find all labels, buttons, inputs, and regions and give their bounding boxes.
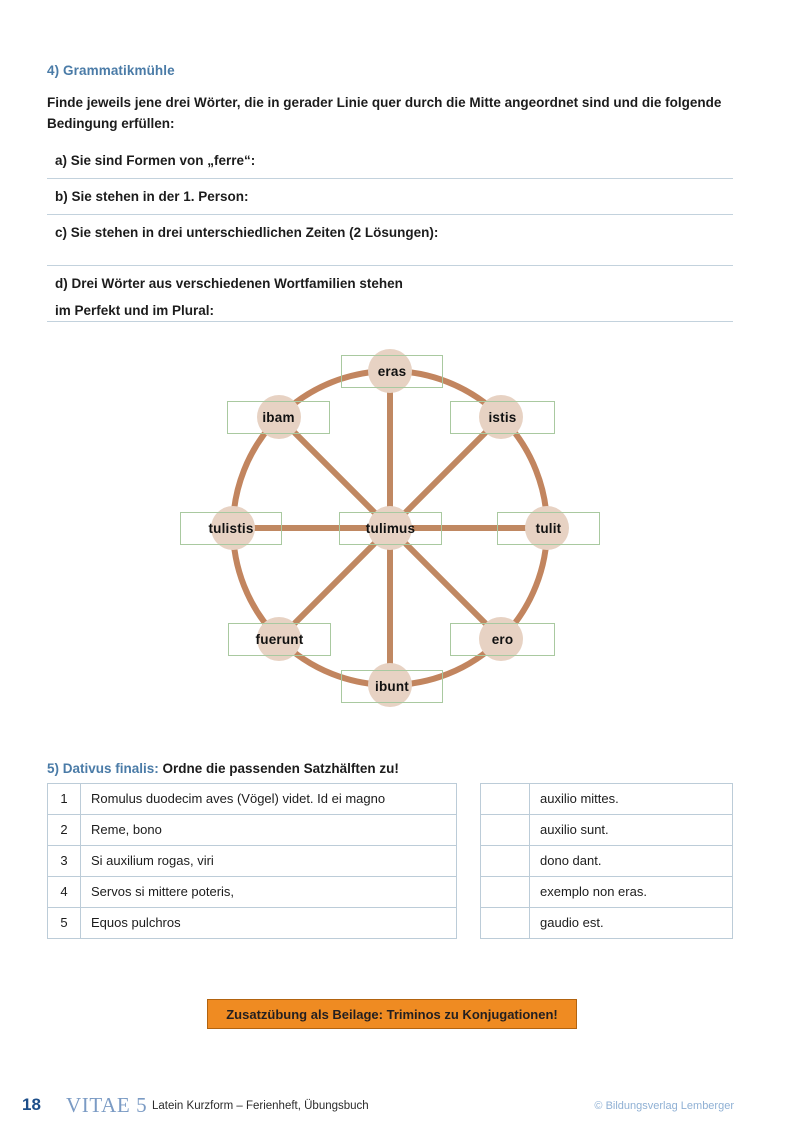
row-text: exemplo non eras. [530,877,733,908]
wheel-node-label-ero: ero [491,632,514,647]
exercise-4-heading: 4) Grammatikmühle [47,63,175,78]
footer-copyright: © Bildungsverlag Lemberger [594,1100,734,1112]
wheel-node-tulimus[interactable] [339,512,442,545]
answer-blank-cell[interactable] [481,877,530,908]
exercise-4-instructions: Finde jeweils jene drei Wörter, die in gerader Linie quer durch die Mitte angeordnet sind und die folgende Bedingung erfüllen: [47,95,722,131]
extra-exercise-callout: Zusatzübung als Beilage: Triminos zu Konjugationen! [207,999,577,1029]
answer-blank-cell[interactable] [481,784,530,815]
wheel-node-label-tulistis: tulistis [208,521,254,536]
exercise-4-conditions-list [47,143,733,322]
wheel-node-fuerunt[interactable] [228,623,331,656]
table-row[interactable] [481,846,733,877]
page-footer [0,1090,800,1130]
exercise-5-heading-topic: 5) Dativus finalis: [47,761,159,776]
wheel-node-label-tulimus: tulimus [365,521,416,536]
exercise-5-heading-instruction: Ordne die passenden Satzhälften zu! [158,761,399,776]
wheel-node-ibam[interactable] [227,401,330,434]
condition-row-d [47,266,733,322]
row-text: Equos pulchros [81,908,457,939]
wheel-node-label-fuerunt: fuerunt [255,632,304,647]
answer-blank-cell[interactable] [481,846,530,877]
wheel-node-istis[interactable] [450,401,555,434]
wheel-node-tulistis[interactable] [180,512,282,545]
row-number: 3 [48,846,81,877]
row-text: Romulus duodecim aves (Vögel) videt. Id ei magno [81,784,457,815]
wheel-node-label-tulit: tulit [535,521,562,536]
answer-blank-cell[interactable] [481,815,530,846]
table-row[interactable] [48,877,457,908]
row-number: 1 [48,784,81,815]
condition-row-b: b) Sie stehen in der 1. Person: [47,179,733,215]
row-text: dono dant. [530,846,733,877]
wheel-node-ibunt[interactable] [341,670,443,703]
table-row[interactable] [48,846,457,877]
wheel-node-label-istis: istis [488,410,517,425]
footer-series-title: VITAE 5 [66,1093,148,1117]
table-row[interactable] [481,784,733,815]
wheel-node-label-ibam: ibam [262,410,295,425]
row-text: auxilio mittes. [530,784,733,815]
grammar-wheel-diagram [0,330,800,730]
table-row[interactable] [481,815,733,846]
wheel-node-label-ibunt: ibunt [375,679,409,694]
wheel-node-label-eras: eras [377,364,407,379]
footer-page-number: 18 [22,1095,41,1114]
wheel-node-ero[interactable] [450,623,555,656]
answer-blank-cell[interactable] [481,908,530,939]
row-number: 5 [48,908,81,939]
row-text: auxilio sunt. [530,815,733,846]
table-row[interactable] [481,908,733,939]
table-row[interactable] [48,815,457,846]
row-text: gaudio est. [530,908,733,939]
table-row[interactable] [48,908,457,939]
condition-row-c: c) Sie stehen in drei unterschiedlichen Zeiten (2 Lösungen): [47,215,733,266]
condition-row-a: a) Sie sind Formen von „ferre“: [47,143,733,179]
sentence-halves-left-table [47,783,457,939]
sentence-halves-right-table [480,783,733,939]
condition-row-d-line1: d) Drei Wörter aus verschiedenen Wortfamilien stehen [55,276,403,291]
row-text: Servos si mittere poteris, [81,877,457,908]
exercise-5-heading [47,761,399,776]
row-number: 4 [48,877,81,908]
table-row[interactable] [48,784,457,815]
condition-row-d-line2: im Perfekt und im Plural: [55,303,215,318]
wheel-node-eras[interactable] [341,355,443,388]
wheel-node-tulit[interactable] [497,512,600,545]
row-number: 2 [48,815,81,846]
row-text: Si auxilium rogas, viri [81,846,457,877]
table-row[interactable] [481,877,733,908]
row-text: Reme, bono [81,815,457,846]
footer-subtitle: Latein Kurzform – Ferienheft, Übungsbuch [152,1100,369,1112]
